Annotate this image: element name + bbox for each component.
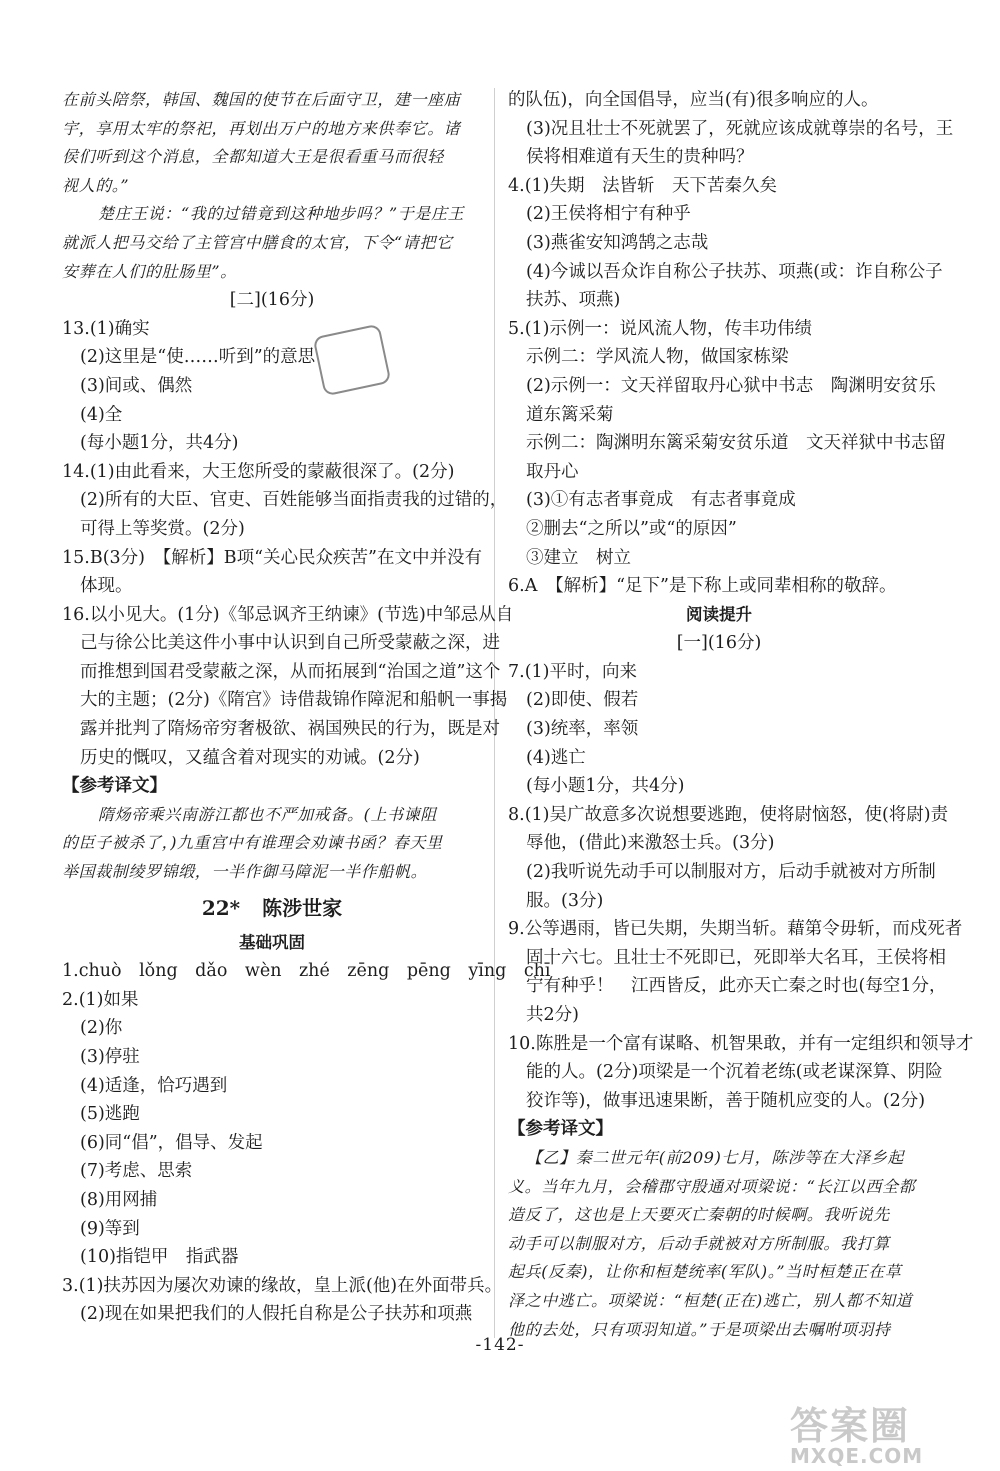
answer-line: 13.(1)确实	[62, 318, 150, 339]
answer-line: 侯将相难道有天生的贵种吗？	[526, 147, 754, 168]
answer-line: 固十六七。且壮士不死即已，死即举大名耳，王侯将相	[526, 947, 946, 968]
translation-line: 举国裁制绫罗锦缎，一半作御马障泥一半作船帆。	[62, 862, 428, 882]
answer-line: 而推想到国君受蒙蔽之深，从而拓展到“治国之道”这个	[80, 661, 501, 682]
answer-line: 示例二：学风流人物，做国家栋梁	[526, 347, 789, 368]
answer-line: 大的主题；(2分)《隋宫》诗借裁锦作障泥和船帆一事揭	[80, 690, 508, 711]
translation-line: 安葬在人们的肚肠里”。	[62, 261, 237, 281]
watermark-text: 答案圈	[790, 1404, 911, 1448]
answer-line: (每小题1分，共4分)	[526, 776, 685, 797]
answer-line: 9.公等遇雨，皆已失期，失期当斩。藉第令毋斩，而戍死者	[508, 919, 963, 940]
left-column	[62, 86, 551, 1329]
lesson-title	[62, 887, 482, 929]
translation-line: 泽之中逃亡。项梁说：“桓楚(正在)逃亡，别人都不知道	[508, 1290, 913, 1310]
answer-line: 取丹心	[526, 461, 579, 482]
translation-line: 侯们听到这个消息，全都知道大王是很看重马而很轻	[62, 147, 444, 167]
answer-line: ②删去“之所以”或“的原因”	[526, 518, 737, 539]
answer-line: 己与徐公比美这件小事中认识到自己所受蒙蔽之深，进	[80, 633, 500, 654]
answer-line: 2.(1)如果	[62, 989, 139, 1010]
answer-line: 宁有种乎！ 江西皆反，此亦天亡秦之时也(每空1分，	[526, 976, 947, 997]
translation-line: 视人的。”	[62, 175, 130, 195]
answer-line: (2)示例一：文天祥留取丹心狱中书志 陶渊明安贫乐	[526, 375, 936, 396]
translation-line: 隋炀帝乘兴南游江都也不严加戒备。(上书谏阻	[98, 804, 437, 824]
translation-line: 宇，享用太牢的祭祀，再划出万户的地方来供奉它。诸	[62, 118, 461, 138]
answer-line: (10)指铠甲 指武器	[80, 1247, 239, 1268]
stamp-text	[316, 332, 379, 345]
answer-line: 能的人。(2分)项梁是一个沉着老练(或老谋深算、阴险	[526, 1062, 943, 1083]
answer-line: 6.A 【解析】“足下”是下称上或同辈相称的敬辞。	[508, 576, 897, 597]
translation-line: 【乙】秦二世元年(前209)七月，陈涉等在大泽乡起	[526, 1147, 905, 1167]
answer-line: (4)今诚以吾众诈自称公子扶苏、项燕(或：诈自称公子	[526, 261, 943, 282]
answer-line: 辱他，(借此)来激怒士兵。(3分)	[526, 833, 775, 854]
answer-line: (7)考虑、思索	[80, 1161, 193, 1182]
answer-line: (3)统率，率领	[526, 719, 639, 740]
page-number: -142-	[475, 1335, 525, 1355]
answer-line: 5.(1)示例一：说风流人物，传丰功伟绩	[508, 318, 812, 339]
answer-line: 7.(1)平时，向来	[508, 661, 637, 682]
section-heading: [一](16分)	[676, 633, 762, 654]
answer-line: 3.(1)扶苏因为屡次劝谏的缘故，皇上派(他)在外面带兵。	[62, 1275, 503, 1296]
reference-translation-title: 【参考译文】	[508, 1119, 613, 1140]
answer-line: (3)停驻	[80, 1047, 140, 1067]
answer-line: (3)①有志者事竟成 有志者事竟成	[526, 490, 796, 511]
answer-line: (4)逃亡	[526, 747, 586, 768]
watermark-logo	[790, 1395, 990, 1468]
answer-line: (3)燕雀安知鸿鹄之志哉	[526, 232, 709, 253]
answer-line: 16.以小见大。(1分)《邹忌讽齐王纳谏》(节选)中邹忌从自	[62, 604, 514, 625]
answer-line: (5)逃跑	[80, 1104, 140, 1125]
section-heading: [二](16分)	[229, 290, 315, 311]
answer-line: 共2分)	[526, 1005, 579, 1025]
answer-line: 10.陈胜是一个富有谋略、机智果敢，并有一定组织和领导才	[508, 1033, 974, 1054]
answer-line: (8)用网捕	[80, 1189, 158, 1210]
answer-line: 可得上等奖赏。(2分)	[80, 518, 245, 539]
answer-line: (2)所有的大臣、官吏、百姓能够当面指责我的过错的，	[80, 490, 508, 511]
answer-line: (2)现在如果把我们的人假托自称是公子扶苏和项燕	[80, 1304, 473, 1325]
watermark-url: MXQE.COM	[790, 1444, 924, 1468]
answer-line: 扶苏、项燕)	[526, 290, 621, 311]
translation-line: 在前头陪祭，韩国、魏国的使节在后面守卫，建一座庙	[62, 90, 461, 109]
reading-section-title: 阅读提升	[686, 604, 752, 624]
answer-line: (9)等到	[80, 1218, 140, 1239]
answer-line: 露并批判了隋炀帝穷奢极欲、祸国殃民的行为，既是对	[80, 719, 500, 740]
answer-line: (4)全	[80, 404, 123, 425]
answer-line: 4.(1)失期 法皆斩 天下苦秦久矣	[508, 175, 777, 196]
answer-line: (2)这里是“使……听到”的意思	[80, 347, 316, 368]
translation-line: 义。当年九月，会稽郡守殷通对项梁说：“长江以西全都	[508, 1176, 916, 1196]
right-column	[508, 86, 974, 1344]
answer-line: 示例二：陶渊明东篱采菊安贫乐道 文天祥狱中书志留	[526, 433, 946, 454]
answer-line: 的队伍)，向全国倡导，应当(有)很多响应的人。	[508, 90, 879, 110]
translation-line: 动手可以制服对方，后动手就被对方所制服。我打算	[508, 1233, 890, 1253]
answer-line: 服。(3分)	[526, 890, 604, 911]
answer-line: 体现。	[80, 576, 133, 597]
answer-line: (每小题1分，共4分)	[80, 433, 239, 454]
lesson-name: 陈涉世家	[262, 895, 343, 920]
answer-line: (6)同“倡”，倡导、发起	[80, 1132, 263, 1153]
answer-line: ③建立 树立	[526, 547, 631, 568]
answer-line: 1.chuò lǒng dǎo wèn zhé zēng pēng yīng chī	[62, 961, 551, 982]
answer-line: 14.(1)由此看来，大王您所受的蒙蔽很深了。(2分)	[62, 461, 455, 482]
answer-line: (4)适逢，恰巧遇到	[80, 1075, 228, 1096]
answer-line: 狡诈等)，做事迅速果断，善于随机应变的人。(2分)	[526, 1090, 926, 1111]
reference-translation-title: 【参考译文】	[62, 776, 167, 797]
answer-line: (2)我听说先动手可以制服对方，后动手就被对方所制	[526, 862, 936, 883]
answer-line: 道东篱采菊	[526, 404, 614, 425]
answer-line: (2)王侯将相宁有种乎	[526, 204, 691, 225]
answer-line: 15.B(3分) 【解析】B项“关心民众疾苦”在文中并没有	[62, 547, 482, 568]
lesson-number: 22*	[201, 895, 241, 920]
translation-line: 造反了，这也是上天要灭亡秦朝的时候啊。我听说先	[508, 1205, 890, 1225]
translation-line: 的臣子被杀了，)九重宫中有谁理会劝谏书函？春天里	[62, 833, 443, 853]
translation-line: 楚庄王说：“我的过错竟到这种地步吗？”于是庄王	[98, 204, 465, 224]
answer-line: 8.(1)吴广故意多次说想要逃跑，使将尉恼怒，使(将尉)责	[508, 804, 949, 825]
answer-line: (3)况且壮士不死就罢了，死就应该成就尊崇的名号，王	[526, 118, 954, 139]
stamp-text	[316, 332, 379, 345]
answer-line: (3)间或、偶然	[80, 375, 193, 396]
translation-line: 他的去处，只有项羽知道。”于是项梁出去嘱咐项羽持	[508, 1319, 891, 1339]
stamp-text	[316, 332, 379, 345]
basic-section-title: 基础巩固	[239, 932, 305, 952]
answer-line: (2)你	[80, 1018, 123, 1039]
translation-line: 就派人把马交给了主管宫中膳食的太官，下令“请把它	[62, 232, 453, 252]
answer-line: (2)即使、假若	[526, 690, 639, 711]
answer-line: 历史的慨叹，又蕴含着对现实的劝诫。(2分)	[80, 747, 420, 768]
translation-line: 起兵(反秦)，让你和桓楚统率(军队)。”当时桓楚正在草	[508, 1262, 902, 1282]
